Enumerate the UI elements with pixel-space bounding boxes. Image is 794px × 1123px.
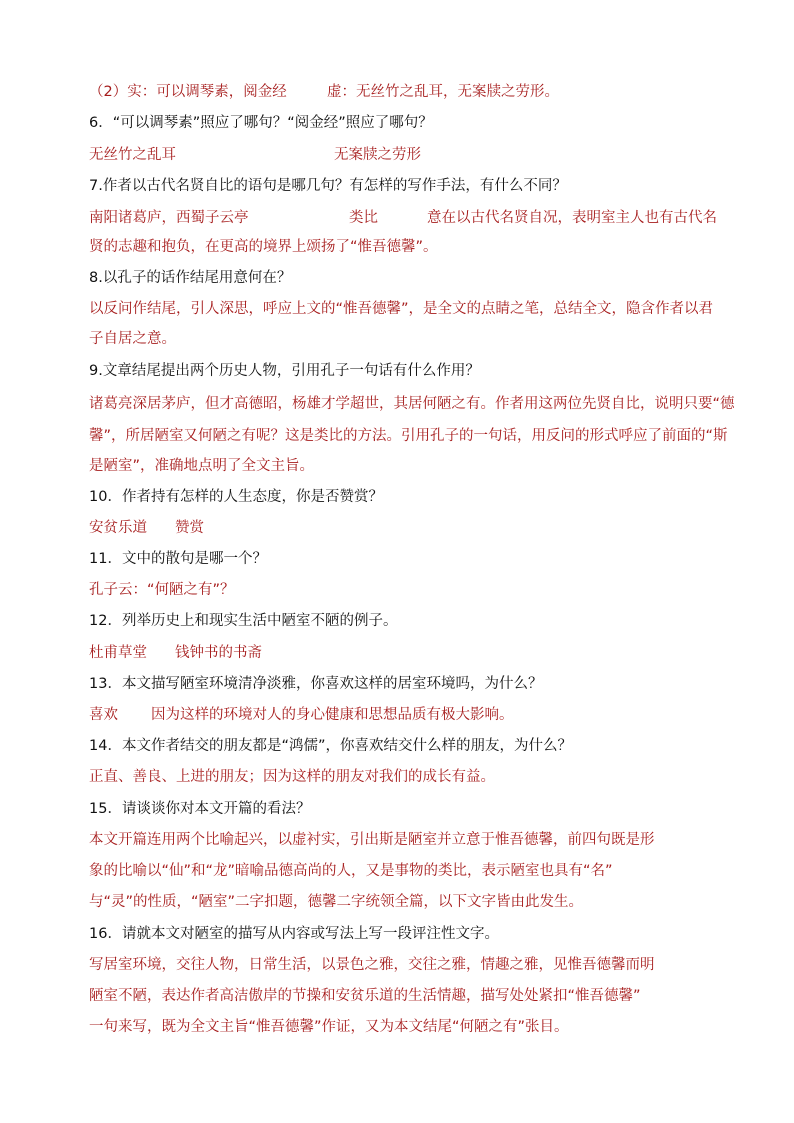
document-page: （2）实：可以调琴素，阅金经 虚：无丝竹之乱耳，无案牍之劳形。 6．“可以调琴素”照应了哪句？“阅金经”照应了哪句？ 无丝竹之乱耳 无案牍之劳形 7.作者以古代名贤自比的语句是哪几句？有怎样的写作手法，有什么不同？ 南阳诸葛庐，西蜀子云亭 类比 意在以古代名贤自况，表明室主人也有古代名 贤的志趣和抱负，在更高的境界上颂扬了“惟吾德馨”。 8.以孔子的话作结尾用意何在？ 以反问作结尾，引人深思，呼应上文的“惟吾德馨”，是全文的点睛之笔，总结全文，隐含作者以君 子自居之意。 9.文章结尾提出两个历史人物，引用孔子一句话有什么作用？ 诸葛亮深居茅庐，但才高德昭，杨雄才学超世，其居何陋之有。作者用这两位先贤自比，说明只要“德 馨”，所居陋室又何陋之有呢？这是类比的方法。引用孔子的一句话，用反问的形式呼应了前面的“斯 是陋室”，准确地点明了全文主旨。 10．作者持有怎样的人生态度，你是否赞赏？ 安贫乐道 赞赏 11．文中的散句是哪一个？ 孔子云：“何陋之有”？ 12．列举历史上和现实生活中陋室不陋的例子。 杜甫草堂 钱钟书的书斋 13．本文描写陋室环境清净淡雅，你喜欢这样的居室环境吗，为什么？ 喜欢 因为这样的环境对人的身心健康和思想品质有极大影响。 14．本文作者结交的朋友都是“鸿儒”，你喜欢结交什么样的朋友，为什么？ 正直、善良、上进的朋友；因为这样的朋友对我们的成长有益。 15．请谈谈你对本文开篇的看法？ 本文开篇连用两个比喻起兴，以虚衬实，引出斯是陋室并立意于惟吾德馨，前四句既是形 象的比喻以“仙”和“龙”暗喻品德高尚的人，又是事物的类比，表示陋室也具有“名” 与“灵”的性质，“陋室”二字扣题，德馨二字统领全篇，以下文字皆由此发生。 16．请就本文对陋室的描写从内容或写法上写一段评注性文字。 写居室环境，交往人物，日常生活，以景色之雅，交往之雅，情趣之雅，见惟吾德馨而明 陋室不陋，表达作者高洁傲岸的节操和安贫乐道的生活情趣，描写处处紧扣“惟吾德馨” 一句来写，既为全文主旨“惟吾德馨”作证，又为本文结尾“何陋之有”张目。 — [89, 84, 735, 1035]
